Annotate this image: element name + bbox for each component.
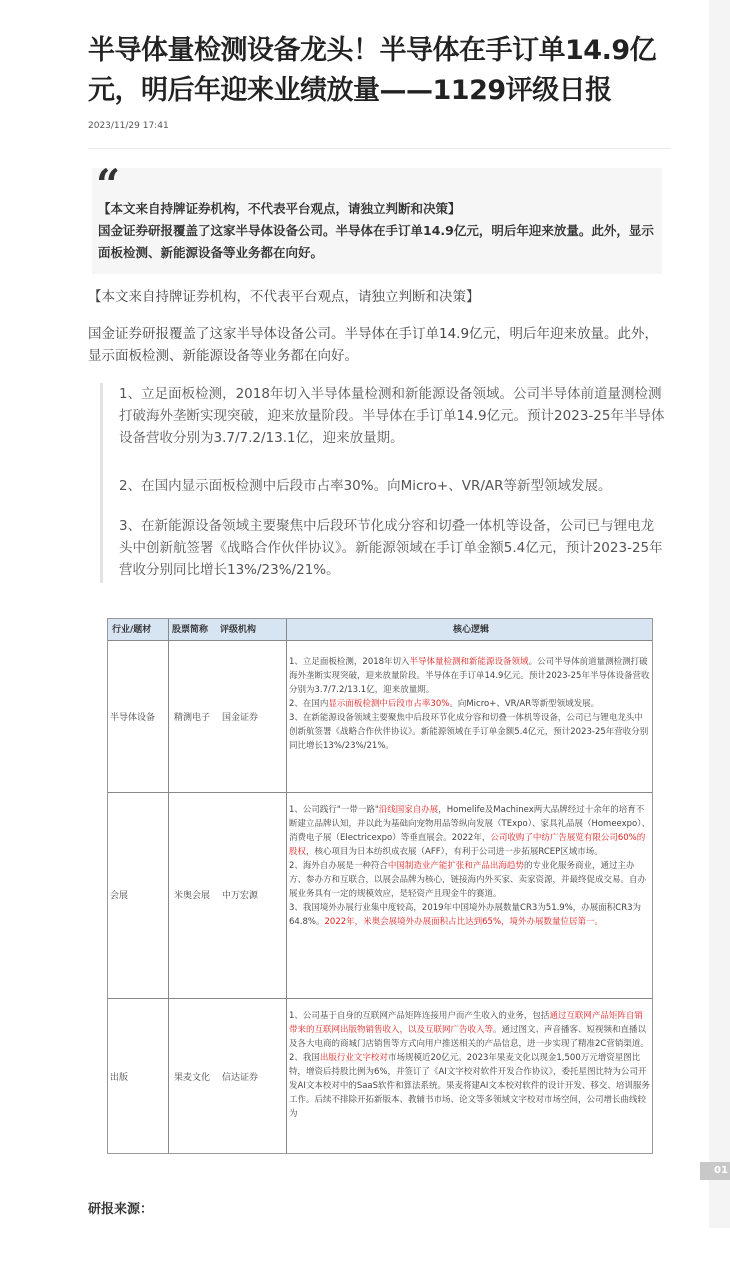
- cell-industry: 出版: [110, 1073, 129, 1083]
- key-point: 1、立足面板检测，2018年切入半导体量检测和新能源设备领域。公司半导体前道量测检测打破海外垄断实现突破，迎来放量阶段。半导体在手订单14.9亿元。预计2023-25年半导体设备营收分别为3.7/7.2/13.1亿，迎来放量期。: [119, 386, 665, 446]
- table-row: [108, 999, 653, 1154]
- disclaimer-paragraph: 【本文来自持牌证券机构，不代表平台观点，请独立判断和决策】: [88, 289, 480, 305]
- key-point: 2、在国内显示面板检测中后段市占率30%。向Micro+、VR/AR等新型领域发展。: [119, 478, 612, 494]
- logic-text: 市场规模近20亿元。2023年果麦文化以现金1,500万元增资星图比特，增资后持股比例为6%，并签订了《AI文字校对软件开发合作协议》，委托星图比特为公司开发AI文本校对中的SaaS软件和算法系统。果麦将建AI文本校对软件的设计开发、移交、培训服务工作。后续不排除开拓新版本、教辅书市场、论文等多领域文字校对市场空间，公司增长曲线较为: [289, 1053, 650, 1119]
- cell-stock: 精测电子: [174, 713, 211, 723]
- highlight-text: 通过互联网产品矩阵自销带来的互联网出版物销售收入，以及互联网广告收入等: [289, 1011, 643, 1035]
- cell-stock: 米奥会展: [174, 891, 211, 901]
- cell-logic: [289, 1009, 651, 1121]
- title-divider: [88, 148, 670, 149]
- key-points-blockquote: [100, 383, 672, 583]
- cell-industry: 会展: [110, 891, 129, 901]
- table-row: [108, 793, 653, 999]
- rating-table-image: [107, 618, 653, 1154]
- image-counter-badge[interactable]: 01: [700, 1162, 730, 1180]
- summary-body: 国金证券研报覆盖了这家半导体设备公司。半导体在手订单14.9亿元，明后年迎来放量。此外，显示面板检测、新能源设备等业务都在向好。: [98, 223, 654, 260]
- header-stock: 股票简称: [172, 625, 209, 635]
- header-logic: 核心逻辑: [453, 625, 490, 635]
- highlight-text: 显示面板检测中后段市占率30%: [328, 699, 450, 709]
- highlight-text: 2022年，米奥会展境外办展面积占比达到65%，境外办展数量位居第一。: [324, 917, 604, 927]
- highlight-text: 公司收购了中纺广告展览有限公司60%的股权: [289, 833, 646, 857]
- highlight-text: 出版行业文字校对: [319, 1053, 388, 1063]
- table-row: [108, 641, 653, 793]
- logic-text: 。通过图文、声音播客、短视频和直播以及各大电商的商城门店销售等方式向用户推送相关的产品信息，进一步实现了精准2C营销渠道。: [289, 1025, 649, 1049]
- logic-text: 3、在新能源设备领域主要聚焦中后段环节化成分容和切叠一体机等设备，公司已与锂电龙头中创新航签署《战略合作伙伴协议》。新能源领域在手订单金额5.4亿元，预计2023-25年营收分别同比增长13%/23%/21%。: [289, 713, 649, 751]
- summary-disclaimer: 【本文来自持牌证券机构，不代表平台观点，请独立判断和决策】: [98, 201, 461, 216]
- table-header-row: [108, 619, 653, 641]
- cell-logic: [289, 803, 651, 929]
- cell-agency: 信达证券: [222, 1073, 259, 1083]
- highlight-text: 中国制造业产能扩张和产品出海趋势: [387, 861, 524, 871]
- logic-text: ，Homelife及Machinex两大品牌经过十余年的培育不断建立品牌认知，并以此为基础向宠物用品等纵向发展（TExpo）、家具礼品展（Homeexpo）、消费电子展（Electricexpo）等垂直展会。2022年，: [289, 805, 651, 843]
- cell-agency: 国金证券: [222, 713, 259, 723]
- logic-text: 的专业化服务商业，通过主办方、参办方和互联合，以展会品牌为核心，链接海内外买家、卖家资源，并最终促成交易。自办展业务具有一定的规模效应，是轻资产且现金牛的赛道。: [289, 861, 647, 899]
- logic-text: 。公司半导体前道量测检测打破海外垄断实现突破，迎来放量阶段。半导体在手订单14.9亿元。预计2023-25年半导体设备营收分别为3.7/7.2/13.1亿，迎来放量期。: [289, 657, 650, 695]
- cell-agency: 中万宏源: [222, 891, 259, 901]
- logic-text: 2、在国内: [289, 699, 329, 709]
- cell-industry: 半导体设备: [110, 713, 156, 723]
- key-point: 3、在新能源设备领域主要聚焦中后段环节化成分容和切叠一体机等设备，公司已与锂电龙头中创新航签署《战略合作伙伴协议》。新能源领域在手订单金额5.4亿元，预计2023-25年营收分别同比增长13%/23%/21%。: [119, 518, 663, 578]
- right-scroll-strip: [709, 0, 730, 1228]
- cell-stock: 果麦文化: [174, 1073, 211, 1083]
- logic-text: 3、我国境外办展行业集中度较高，2019年中国境外办展数量CR3为51.9%，办展面积CR3为64.8%。: [289, 903, 642, 927]
- highlight-text: 半导体量检测和新能源设备领域: [409, 657, 529, 667]
- intro-paragraph: 国金证券研报覆盖了这家半导体设备公司。半导体在手订单14.9亿元，明后年迎来放量。此外，显示面板检测、新能源设备等业务都在向好。: [88, 326, 659, 364]
- logic-text: 2、我国: [289, 1053, 320, 1063]
- logic-text: 1、公司基于自身的互联网产品矩阵连接用户而产生收入的业务，包括: [289, 1011, 550, 1021]
- cell-logic: [289, 655, 651, 753]
- logic-text: 。向Micro+、VR/AR等新型领域发展。: [449, 699, 600, 709]
- article-title: 半导体量检测设备龙头！半导体在手订单14.9亿元，明后年迎来业绩放量——1129评级日报: [88, 35, 657, 106]
- header-industry: 行业/题材: [112, 625, 152, 635]
- summary-quote: [92, 160, 662, 274]
- highlight-text: 沿线国家自办展: [378, 805, 439, 815]
- quote-icon: “: [96, 160, 121, 209]
- publish-date: 2023/11/29 17:41: [88, 121, 169, 131]
- logic-text: ，核心项目为日本纺织成衣展（AFF），有利于公司进一步拓展RCEP区域市场。: [306, 847, 603, 857]
- logic-text: 1、立足面板检测，2018年切入: [289, 657, 410, 667]
- header-agency: 评级机构: [220, 625, 257, 635]
- summary-quote-text: [98, 198, 658, 264]
- logic-text: 2、海外自办展是一种符合: [289, 861, 388, 871]
- source-label: 研报来源：: [88, 1202, 154, 1217]
- logic-text: 1、公司践行"一带一路": [289, 805, 379, 815]
